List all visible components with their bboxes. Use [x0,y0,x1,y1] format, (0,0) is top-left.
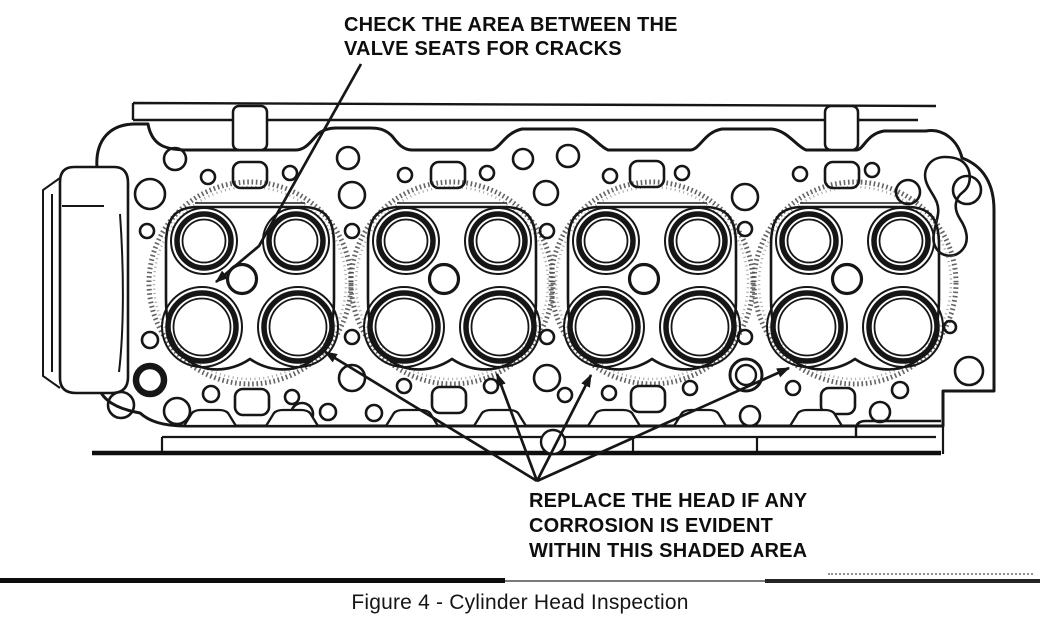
bolt-hole [513,149,533,169]
valve-seat-ring [168,293,236,361]
valve-seat-ring [379,214,433,268]
coolant-port [235,389,269,415]
valve-seat-ring [264,293,332,361]
label-check-valve-seats [344,13,678,61]
deck-pad [674,410,726,426]
valve-seat-outer [465,208,531,274]
valve-seat-ring [466,293,534,361]
deck-pad [790,410,842,426]
label-line: REPLACE THE HEAD IF ANY [529,490,808,512]
bolt-hole [675,166,689,180]
bolt-hole [683,381,697,395]
bolt-hole [108,392,134,418]
valve-seat-ring [177,214,231,268]
spark-plug-hole [833,265,862,294]
bolt-hole [732,184,758,210]
valve-seat-inner [677,220,720,263]
valve-seat-outer [263,208,329,274]
valve-seat-ring [874,214,928,268]
bolt-hole [203,386,219,402]
bolt-hole [164,148,186,170]
valve-seat-ring [671,214,725,268]
bolt-hole [345,330,359,344]
bolt-hole [953,176,981,204]
valve-seat-inner [376,299,433,356]
valve-seat-inner [472,299,529,356]
deck-pad [266,410,318,426]
left-boss [60,167,128,393]
bolt-hole [865,163,879,177]
valve-seat-ring [773,293,841,361]
coolant-port [631,386,665,412]
spark-plug-hole [630,265,659,294]
valve-seat-inner [477,220,520,263]
bolt-hole [540,330,554,344]
scan-speckle-line [828,573,1033,575]
bolt-hole [398,168,412,182]
valve-seat-ring [471,214,525,268]
bolt-hole [285,390,299,404]
label-line: VALVE SEATS FOR CRACKS [344,38,622,60]
valve-seat-ring [269,214,323,268]
horizontal-rule [765,579,1040,583]
bolt-hole [534,181,558,205]
bolt-hole [557,145,579,167]
bolt-hole [135,179,165,209]
deck-pad [386,410,438,426]
leader-arrow-valve-seats [216,64,361,282]
bolt-hole [534,365,560,391]
coolant-port [432,387,466,413]
rail-tab [233,106,267,150]
bolt-hole [738,222,752,236]
valve-seat-inner [880,220,923,263]
valve-seat-ring [570,293,638,361]
deck-pad [588,410,640,426]
valve-seat-inner [275,220,318,263]
horizontal-rule [0,578,505,583]
bolt-hole [870,402,890,422]
rail-tab [825,106,858,150]
label-replace-head-corrosion [529,489,807,564]
valve-seat-inner [875,299,932,356]
bolt-hole [339,182,365,208]
dowel-hole-inner [736,365,756,385]
label-line: CORROSION IS EVIDENT [529,515,774,537]
bolt-hole [320,404,336,420]
valve-seat-outer [868,208,934,274]
bolt-hole [164,398,190,424]
bolt-hole [480,166,494,180]
bolt-hole [140,224,154,238]
valve-seat-outer [171,208,237,274]
valve-seat-inner [672,299,729,356]
bolt-hole [337,147,359,169]
bolt-hole [793,167,807,181]
valve-seat-inner [385,220,428,263]
deck-pad [474,410,526,426]
bolt-hole [738,330,752,344]
valve-seat-inner [788,220,831,263]
valve-seat-outer [776,208,842,274]
valve-seat-inner [270,299,327,356]
bottom-step-pad [856,421,941,437]
valve-seat-inner [576,299,633,356]
bolt-hole [740,406,760,426]
valve-seat-inner [174,299,231,356]
valve-seat-outer [665,208,731,274]
valve-seat-outer [573,208,639,274]
bolt-hole [603,169,617,183]
valve-seat-ring [869,293,937,361]
bolt-hole [540,224,554,238]
bolt-hole [484,379,498,393]
label-line: CHECK THE AREA BETWEEN THE [344,14,678,36]
bolt-hole [366,405,382,421]
bolt-hole [345,224,359,238]
valve-seat-ring [666,293,734,361]
valve-seat-inner [779,299,836,356]
bolt-hole [955,357,983,385]
valve-seat-ring [579,214,633,268]
valve-seat-ring [370,293,438,361]
bolt-hole [201,170,215,184]
bolt-hole [558,388,572,402]
spark-plug-hole [430,265,459,294]
bolt-hole [142,332,158,348]
bolt-hole [786,381,800,395]
oil-gallery-hole [136,366,164,394]
valve-seat-inner [183,220,226,263]
bolt-hole [283,166,297,180]
deck-pad [184,410,236,426]
coolant-port [431,162,465,188]
bolt-hole [397,379,411,393]
horizontal-rule-faint [505,580,765,582]
label-line: WITHIN THIS SHADED AREA [529,540,808,562]
bolt-hole [602,386,616,400]
valve-seat-ring [782,214,836,268]
valve-seat-inner [585,220,628,263]
figure-caption: Figure 4 - Cylinder Head Inspection [351,591,689,614]
valve-seat-outer [373,208,439,274]
bolt-hole [892,382,908,398]
